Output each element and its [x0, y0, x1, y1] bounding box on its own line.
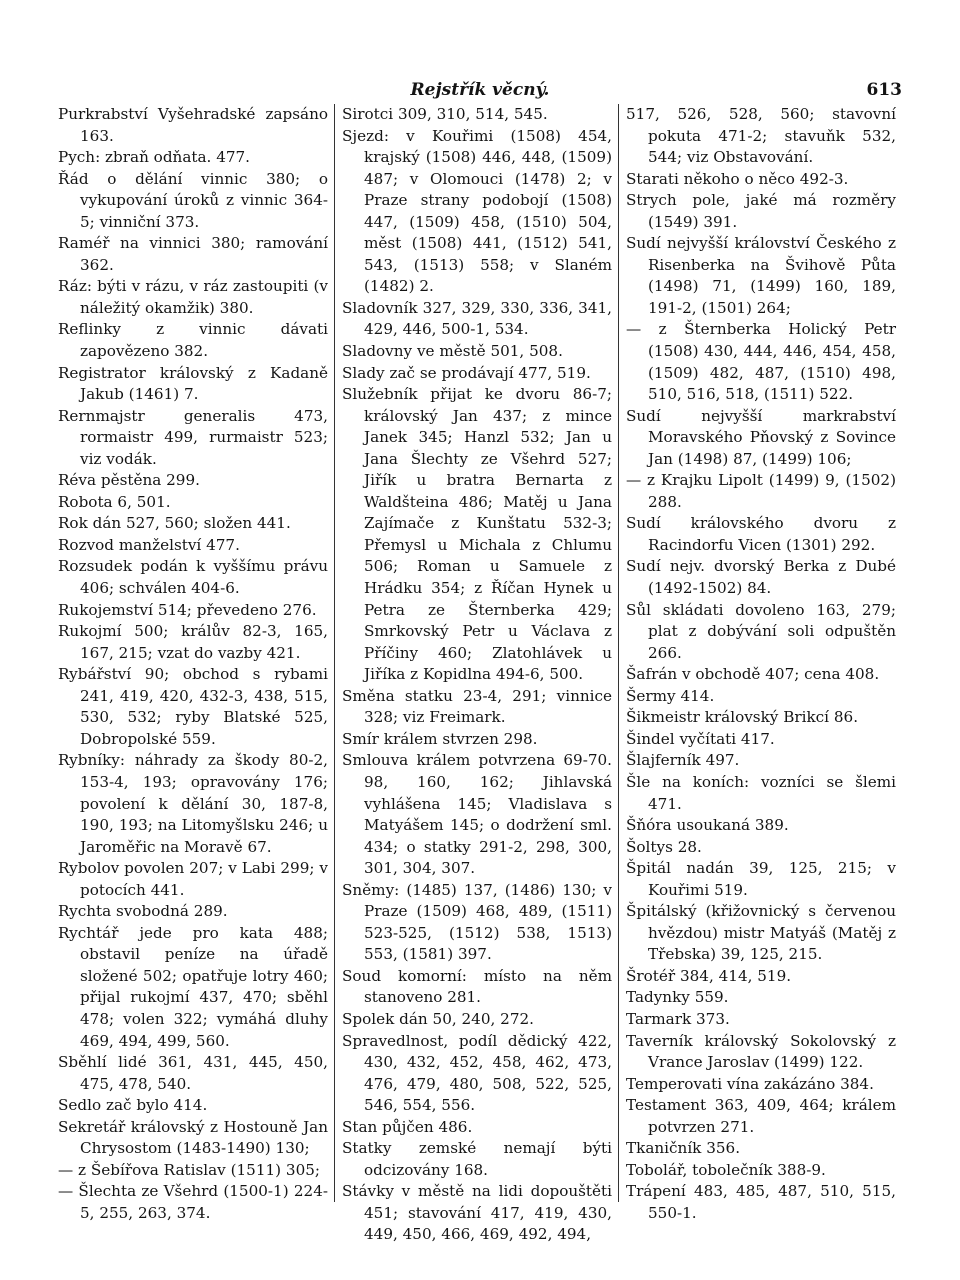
index-entry: Služebník přijat ke dvoru 86-7; královský Jan 437; z mince Janek 345; Hanzl 532; Jan u Jana Šlechty ze Všehrd 527; Jiřík u bratra Bernarta z Waldšteina 486; Matěj u Jana Zajímače z Kunštatu 532-3; Přemysl u Michala z Chlumu 506; Roman u Samuele z Hrádku 354; z Říčan Hynek u Petra ze Šternberka 429; Smrkovský Petr u Václava z Příčiny 460; Zlatohlávek u Jiříka z Kopidlna 494-6, 500. [342, 385, 612, 684]
index-entry: Statky zemské nemají býti odcizovány 168. [342, 1139, 612, 1179]
index-entry: Rukojmí 500; králův 82-3, 165, 167, 215; vzat do vazby 421. [58, 622, 328, 662]
index-entry: Slady zač se prodávají 477, 519. [342, 363, 591, 382]
index-columns [58, 104, 904, 1244]
index-column-3 [626, 104, 896, 1224]
index-entry: Rozsudek podán k vyššímu právu 406; schválen 404-6. [58, 557, 328, 598]
index-entry: Strych pole, jaké má rozměry (1549) 391. [626, 191, 896, 231]
index-entry: Řád o dělání vinnic 380; o vykupování úroků z vinnic 364-5; vinniční 373. [58, 169, 328, 231]
index-entry: Rychtář jede pro kata 488; obstavil peníze na úřadě složené 502; opatřuje lotry 460; přijal rukojmí 437, 470; sběhl 478; volen 322; vymáhá dluhy 469, 494, 499, 560. [58, 923, 328, 1050]
index-entry: Šle na koních: vozníci se šlemi 471. [626, 772, 896, 813]
index-entry: Šoltys 28. [626, 837, 702, 856]
index-entry: Sudí královského dvoru z Racindorfu Vicen (1301) 292. [626, 514, 896, 554]
index-entry: Trápení 483, 485, 487, 510, 515, 550-1. [626, 1182, 896, 1222]
index-entry: Taverník královský Sokolovský z Vrance Jaroslav (1499) 122. [626, 1031, 896, 1072]
index-entry: Sudí nejvyšší království Českého z Risenberka na Švihově Půta (1498) 71, (1499) 160, 189, 191-2, (1501) 264; [626, 234, 896, 317]
index-entry: Rok dán 527, 560; složen 441. [58, 514, 291, 533]
index-entry: Sudí nejv. dvorský Berka z Dubé (1492-1502) 84. [626, 557, 896, 598]
index-entry: Sedlo zač bylo 414. [58, 1096, 208, 1115]
index-entry: Temperovati vína zakázáno 384. [626, 1074, 874, 1093]
index-entry: Stávky v městě na lidi dopouštěti 451; stavování 417, 419, 430, 449, 450, 466, 469, 492, 494, [342, 1182, 612, 1244]
index-entry: Raméř na vinnici 380; ramování 362. [58, 234, 328, 274]
index-entry: Špitálský (křižovnický s červenou hvězdou) mistr Matyáš (Matěj z Třebska) 39, 125, 215. [626, 902, 896, 964]
index-entry: Sladovník 327, 329, 330, 336, 341, 429, 446, 500-1, 534. [342, 298, 612, 339]
index-entry: Sůl skládati dovoleno 163, 279; plat z dobývání soli odpuštěn 266. [626, 600, 896, 662]
index-entry: Šlajferník 497. [626, 751, 740, 770]
index-entry: Spravedlnost, podíl dědický 422, 430, 432, 452, 458, 462, 473, 476, 479, 480, 508, 522, 525, 546, 554, 556. [342, 1031, 612, 1115]
index-entry: Tkaničník 356. [626, 1139, 741, 1158]
index-entry: Sekretář královský z Hostouně Jan Chrysostom (1483-1490) 130; [58, 1117, 328, 1158]
index-entry: 517, 526, 528, 560; stavovní pokuta 471-2; stavuňk 532, 544; viz Obstavování. [626, 105, 896, 167]
index-entry: — z Šternberka Holický Petr (1508) 430, 444, 446, 454, 458, (1509) 482, 487, (1510) 498, 510, 516, 518, (1511) 522. [626, 320, 896, 404]
index-entry: Pych: zbraň odňata. 477. [58, 148, 251, 167]
index-entry: Réva pěstěna 299. [58, 471, 200, 490]
index-entry: Šafrán v obchodě 407; cena 408. [626, 665, 880, 684]
index-entry: Smír králem stvrzen 298. [342, 729, 538, 748]
index-entry: Smlouva králem potvrzena 69-70. 98, 160, 162; Jihlavská vyhlášena 145; Vladislava s Matyášem 145; o dodržení sml. 434; o statky 291-2, 298, 300, 301, 304, 307. [342, 751, 612, 878]
index-entry: Soud komorní: místo na něm stanoveno 281. [342, 966, 612, 1007]
index-entry: Šikmeistr královský Brikcí 86. [626, 708, 859, 727]
index-entry: Purkrabství Vyšehradské zapsáno 163. [58, 105, 328, 145]
index-entry: Sladovny ve městě 501, 508. [342, 342, 563, 361]
index-entry: Směna statku 23-4, 291; vinnice 328; viz Freimark. [342, 686, 612, 727]
index-entry: Testament 363, 409, 464; králem potvrzen 271. [626, 1096, 896, 1136]
index-entry: Rybářství 90; obchod s rybami 241, 419, 420, 432-3, 438, 515, 530, 532; ryby Blatské 525, Dobropolské 559. [58, 665, 328, 748]
index-entry: Šermy 414. [626, 686, 715, 705]
index-entry: Šindel vyčítati 417. [626, 729, 775, 748]
column-divider [618, 104, 619, 1202]
index-entry: Tarmark 373. [626, 1009, 730, 1028]
index-entry: Stan půjčen 486. [342, 1117, 473, 1136]
index-entry: Reflinky z vinnic dávati zapovězeno 382. [58, 320, 328, 361]
index-entry: Šrotéř 384, 414, 519. [626, 966, 792, 985]
index-entry: Rychta svobodná 289. [58, 902, 228, 921]
column-divider [334, 104, 335, 1202]
index-entry: Tadynky 559. [626, 988, 729, 1007]
index-entry: — z Krajku Lipolt (1499) 9, (1502) 288. [626, 471, 896, 511]
index-entry: Ráz: býti v rázu, v ráz zastoupiti (v náležitý okamžik) 380. [58, 277, 328, 317]
running-title: Rejstřík věcný. [410, 80, 550, 100]
index-entry: Sněmy: (1485) 137, (1486) 130; v Praze (1509) 468, 489, (1511) 523-525, (1512) 538, 1513) 553, (1581) 397. [342, 880, 612, 964]
index-entry: Sirotci 309, 310, 514, 545. [342, 105, 548, 123]
index-entry: Rybolov povolen 207; v Labi 299; v potocích 441. [58, 859, 328, 899]
index-entry: — Šlechta ze Všehrd (1500-1) 224-5, 255, 263, 374. [58, 1182, 328, 1222]
index-entry: Rybníky: náhrady za škody 80-2, 153-4, 193; opravovány 176; povolení k dělání 30, 187-8, 190, 193; na Litomyšlsku 246; u Jaroměřic na Moravě 67. [58, 751, 328, 856]
index-entry: Rernmajstr generalis 473, rormaistr 499, rurmaistr 523; viz vodák. [58, 406, 328, 468]
page-number: 613 [866, 80, 902, 100]
index-entry: Rukojemství 514; převedeno 276. [58, 600, 317, 619]
index-entry: Registrator královský z Kadaně Jakub (1461) 7. [58, 363, 328, 404]
index-entry: Rozvod manželství 477. [58, 535, 240, 554]
index-column-1 [58, 104, 328, 1224]
index-entry: Tobolář, tobolečník 388-9. [626, 1160, 826, 1179]
index-entry: — z Šebířova Ratislav (1511) 305; [58, 1160, 321, 1179]
index-entry: Robota 6, 501. [58, 492, 171, 511]
index-entry: Špitál nadán 39, 125, 215; v Kouřimi 519. [626, 859, 896, 899]
index-entry: Šňóra usoukaná 389. [626, 816, 789, 835]
index-entry: Spolek dán 50, 240, 272. [342, 1009, 534, 1028]
index-entry: Starati někoho o něco 492-3. [626, 169, 849, 188]
index-entry: Sběhlí lidé 361, 431, 445, 450, 475, 478, 540. [58, 1053, 328, 1093]
index-column-2 [342, 104, 612, 1246]
index-entry: Sudí nejvyšší markrabství Moravského Pňovský z Sovince Jan (1498) 87, (1499) 106; [626, 406, 896, 468]
index-entry: Sjezd: v Kouřimi (1508) 454, krajský (1508) 446, 448, (1509) 487; v Olomouci (1478) 2; v Praze strany podobojí (1508) 447, (1509) 458, (1510) 504, měst (1508) 441, (1512) 541, 543, (1513) 558; v Slaném (1482) 2. [342, 126, 612, 296]
